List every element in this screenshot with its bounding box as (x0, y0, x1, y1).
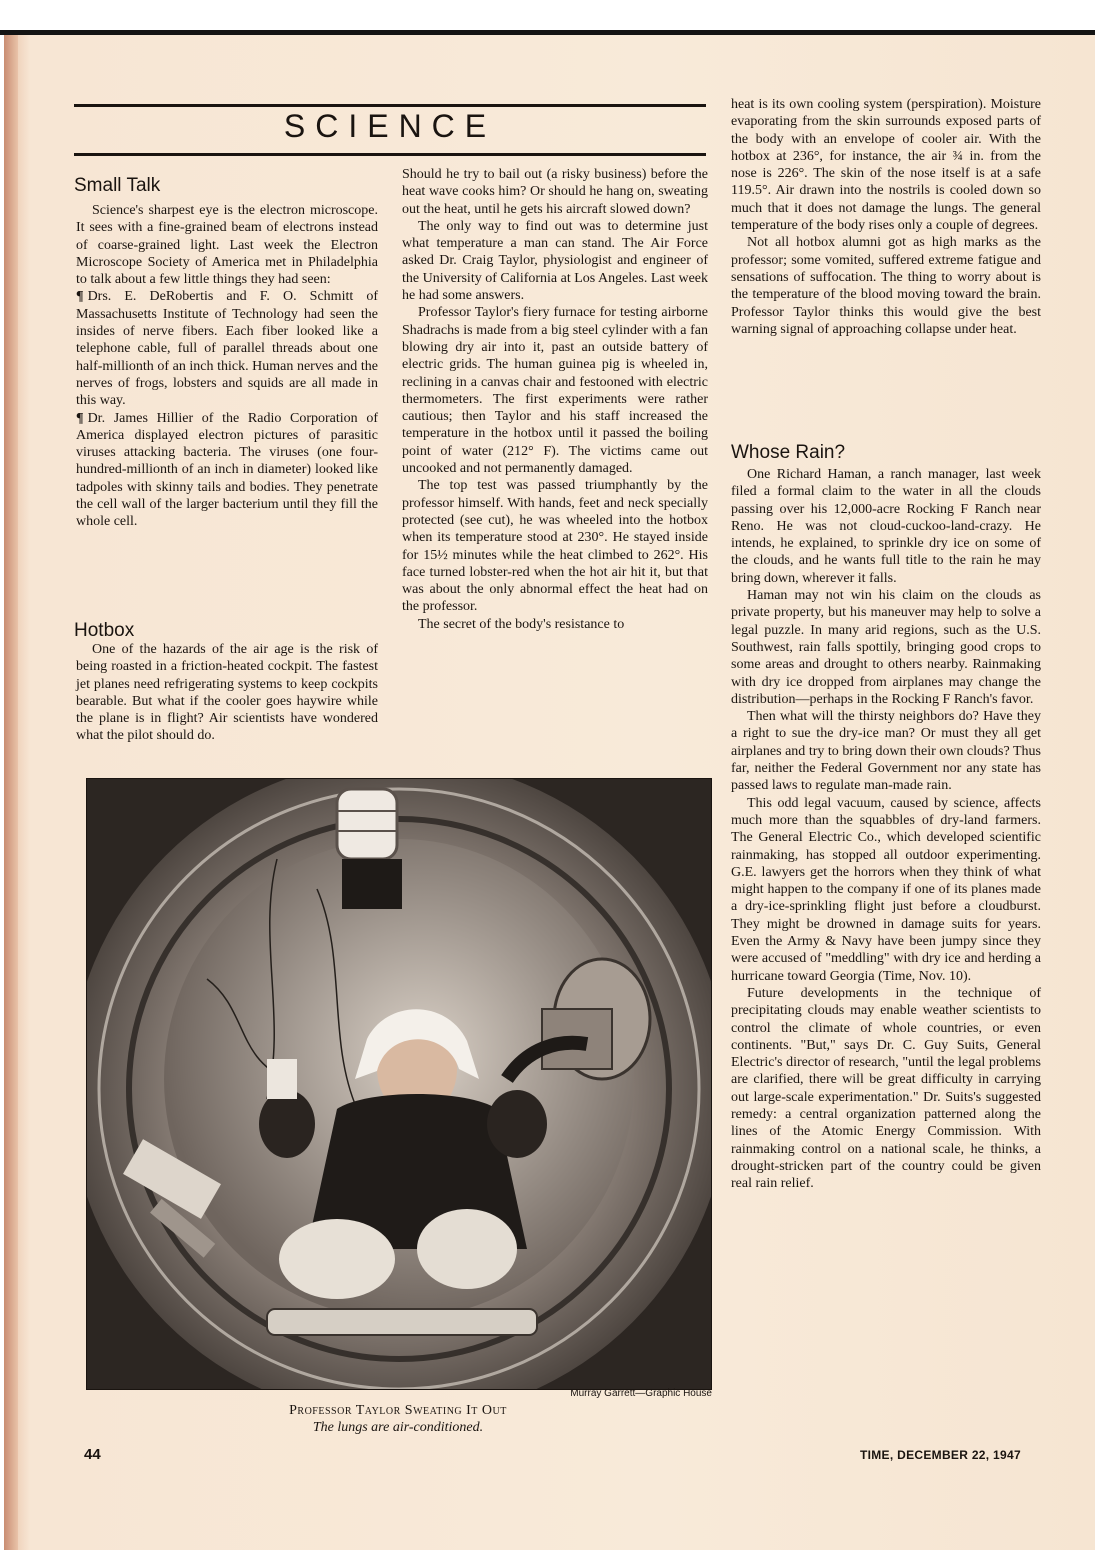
paragraph: The only way to find out was to determine just what temperature a man can stand. The Air Force asked Dr. Craig Taylor, physiologist and engineer of the University of California at Los Angeles. Last week he had some answers. (402, 218, 708, 304)
page-gutter-shadow (4, 35, 18, 1550)
caged-lamp (337, 789, 397, 859)
hotbox-photo (86, 778, 712, 1390)
list-item (76, 410, 378, 531)
heading-small-talk: Small Talk (74, 175, 161, 196)
paragraph: Science's sharpest eye is the electron microscope. It sees with a fine-grained beam of electrons instead of coarse-grained light. Last week the Electron Microscope Society of America met in Philadelphia to talk about a few little things they had seen: (76, 203, 378, 288)
photo-credit: Murray Garrett—Graphic House (570, 1388, 712, 1399)
heading-whose-rain: Whose Rain? (731, 442, 846, 463)
chair-frame (267, 1309, 537, 1335)
paragraph: The secret of the body's resistance to (418, 616, 625, 632)
scan-top-margin (0, 0, 1095, 32)
column-3-whose-rain (731, 466, 1041, 1192)
left-glove (259, 1090, 315, 1158)
paragraph: The top test was passed triumphantly by the professor himself. With hands, feet and neck specially protected (see cut), he was wheeled into the hotbox when its temperature stood at 230°. He stayed inside for 15½ minutes while the heat climbed to 262°. His face turned lobster-red when the hot air hit it, but that was about the only abnormal effect the heat had on the professor. (402, 478, 708, 615)
paragraph: Not all hotbox alumni got as high marks as the professor; some vomited, suffered extreme fatigue and sensations of suffocation. The thing to worry about is the temperature of the blood moving toward the brain. Professor Taylor thinks this would give the best warning signal of approaching collapse under heat. (731, 235, 1041, 337)
column-3-hotbox (731, 96, 1041, 338)
section-rule-bottom (74, 153, 706, 156)
paragraph: Professor Taylor's fiery furnace for testing airborne Shadrachs is made from a big steel cylinder with a fan blowing dry air into it, past an outside battery of electric grids. The human guinea pig is wheeled in, reclining in a canvas chair and festooned with electric thermometers. The first experiments were rather cautious; then Taylor and his staff increased the temperature in the hotbox until it passed the boiling point of water (212° F). The victims came out uncooked and not permanently damaged. (402, 305, 708, 477)
paragraph: This odd legal vacuum, caused by science, affects much more than the squabbles of dry-land farmers. The General Electric Co., which developed scientific rainmaking, has stopped all outdoor experimenting. G.E. lawyers get the horrors when they think of what might happen to the company if one of its planes made a dry-ice-sprinkling flight just before a cloudburst. They might be drowned in damage suits for years. Even the Army & Navy have been jumpy since they were accused of "meddling" with dry ice and herding a hurricane toward Georgia (Time, Nov. 10). (731, 795, 1041, 984)
list-item (76, 288, 378, 409)
right-foot-wrap (417, 1209, 517, 1289)
paragraph: heat is its own cooling system (perspiration). Moisture evaporating from the skin surrounds exposed parts of the body with an envelope of cooler air. With the hotbox at 236°, for instance, the air ¾ in. from the nose is 226°. The skin of the nose itself is at a safe 119.5°. Air drawn into the nostrils is cooled down so much that it does not damage the lungs. The general temperature of the body rises only a couple of degrees. (731, 97, 1041, 234)
paragraph: Drs. E. DeRobertis and F. O. Schmitt of Massachusetts Institute of Technology had seen the insides of nerve fibers. Each fiber looked like a telephone cable, full of parallel threads about one half-millionth of an inch thick. Human nerves and the nerves of frogs, lobsters and squids are all made in this way. (76, 289, 378, 409)
photo-caption-title: Professor Taylor Sweating It Out (289, 1403, 507, 1418)
photo-caption-subtitle: The lungs are air-conditioned. (312, 1420, 484, 1435)
paragraph: Dr. James Hillier of the Radio Corporation of America displayed electron pictures of parasitic viruses attacking bacteria. The viruses (one four-hundred-millionth of an inch in diameter) looked like tadpoles with skinny tails and bodies. They penetrate the cell wall of the larger bacterium until they fill the whole cell. (76, 410, 378, 530)
heading-hotbox: Hotbox (74, 620, 135, 641)
paragraph: Then what will the thirsty neighbors do? Have they a right to sue the dry-ice man? Or must they all get airplanes and try to bring down their own clouds? Thus far, neither the Federal Government nor any state has passed laws to regulate man-made rain. (731, 709, 1041, 794)
column-1-small-talk (76, 202, 378, 531)
section-rule-top (74, 104, 706, 107)
paragraph: Should he try to bail out (a risky business) before the heat wave cooks him? Or should he hang on, sweating out the heat, until he gets his aircraft slowed down? (402, 167, 708, 217)
paragraph: One of the hazards of the air age is the risk of being roasted in a friction-heated cockpit. The fastest jet planes need refrigerating systems to keep cockpits bearable. But what if the cooler goes haywire while the plane is in flight? Air scientists have wondered what the pilot should do. (76, 642, 378, 744)
left-foot-wrap (279, 1219, 395, 1299)
page-number: 44 (84, 1446, 101, 1463)
paragraph: Future developments in the technique of precipitating clouds may enable weather scientists to control the climate of whole countries, or even continents. "But," says Dr. C. Guy Suits, General Electric's director of research, "until the legal problems are clarified, there will be great difficulty in carrying out large-scale experimentation." Dr. Suits's suggested remedy: a central organization patterned along the lines of the Atomic Energy Commission. With rainmaking control on a national scale, he thinks, a drought-stricken part of the country could be given real rain relief. (731, 985, 1041, 1192)
thermometer-cup (267, 1059, 297, 1099)
paragraph-mark-icon: ¶ (76, 410, 84, 426)
hotbox-photo-illustration (87, 779, 711, 1389)
column-1-hotbox (76, 641, 378, 745)
paragraph-mark-icon: ¶ (76, 289, 84, 305)
paragraph: Haman may not win his claim on the clouds as private property, but his maneuver may help to solve a legal puzzle. In many arid regions, such as the U.S. Southwest, rain falls spottily, bringing good crops to some areas and drought to others nearby. Rainmaking with dry ice dropped from airplanes may change the distribution—perhaps in the Rocking F Ranch's favor. (731, 588, 1041, 707)
section-title: SCIENCE (283, 108, 497, 144)
issue-date: TIME, DECEMBER 22, 1947 (860, 1448, 1021, 1462)
paragraph: One Richard Haman, a ranch manager, last week filed a formal claim to the water in all the clouds passing over his 12,000-acre Rocking F Ranch near Reno. He was not cloud-cuckoo-land-crazy. He intends, he explained, to sprinkle dry ice on some of the clouds, and he wants full title to the rain he may bring down, wherever it falls. (731, 467, 1041, 586)
lamp-mount (342, 859, 402, 909)
right-glove (487, 1090, 547, 1158)
column-2-hotbox (402, 166, 708, 633)
